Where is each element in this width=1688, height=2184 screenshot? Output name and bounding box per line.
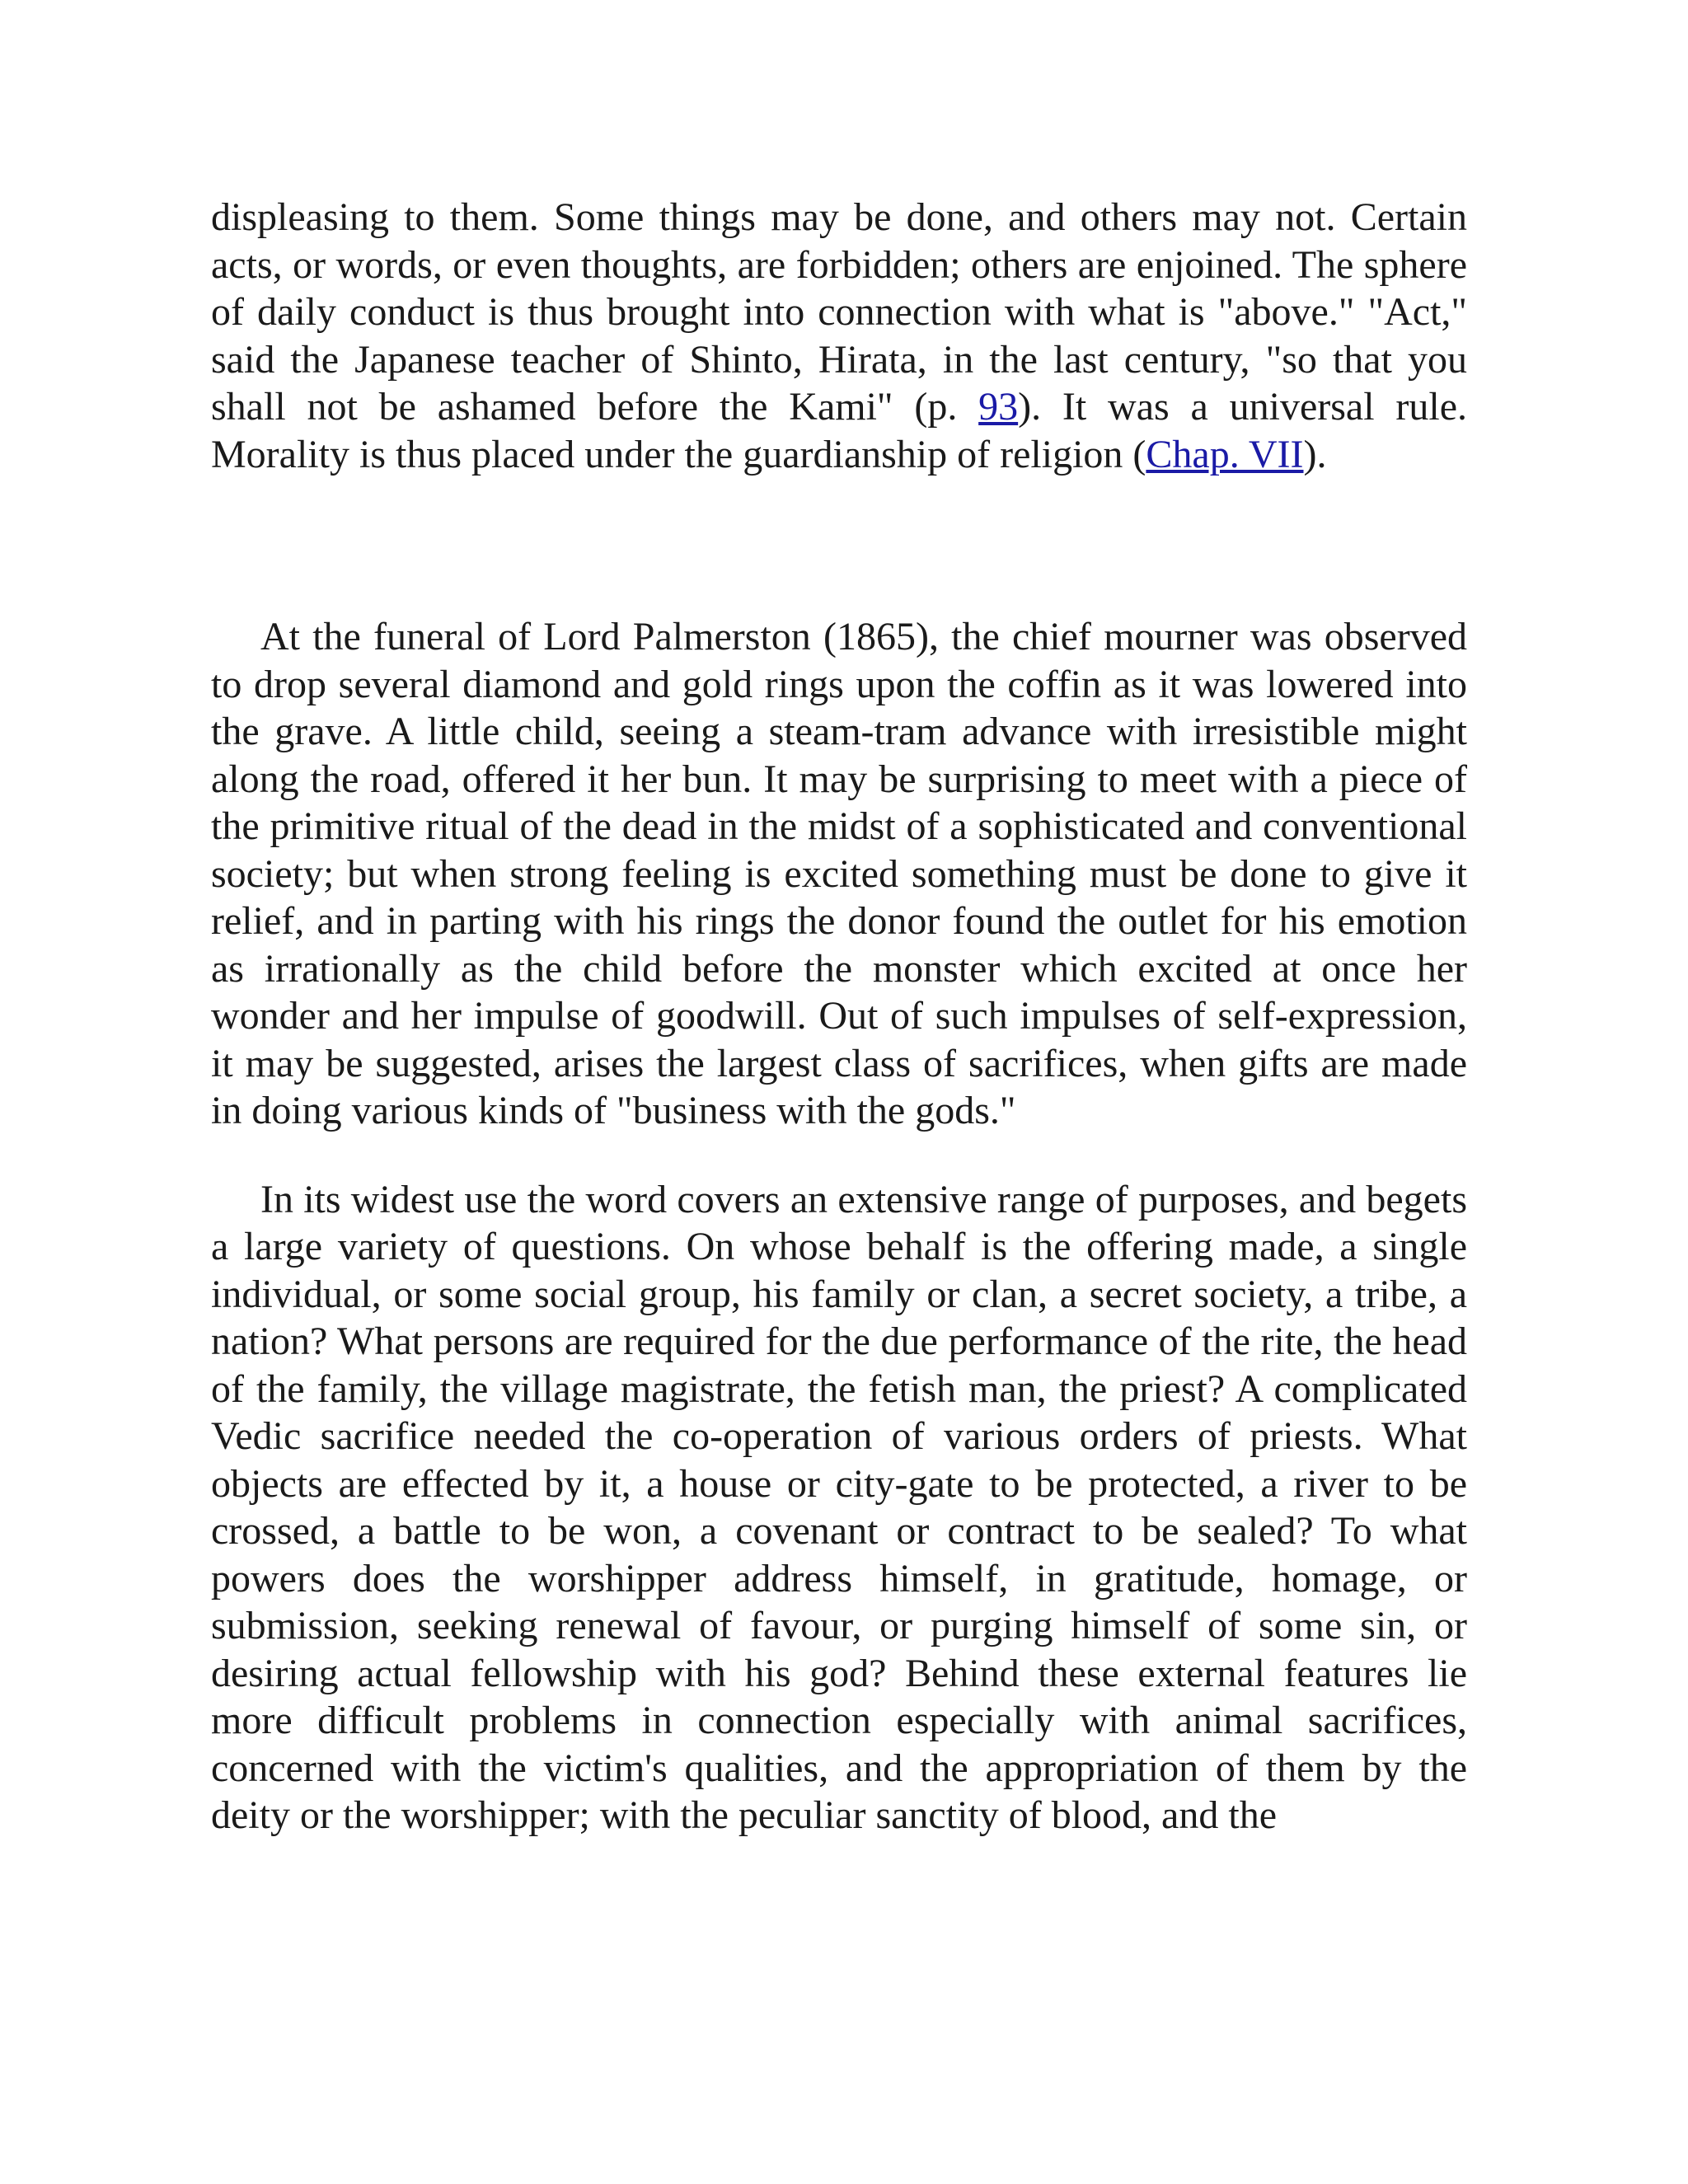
- paragraph-sacrifice-questions: In its widest use the word covers an extensive range of purposes, and begets a large variety of questions. On whose behalf is the offering made, a single individual, or some social group, his family or clan, a secret society, a tribe, a nation? What persons are required for the due performance of the rite, the head of the family, the village magistrate, the fetish man, the priest? A complicated Vedic sacrifice needed the co-operation of various orders of priests. What objects are effected by it, a house or city-gate to be protected, a river to be crossed, a battle to be won, a covenant or contract to be sealed? To what powers does the worshipper address himself, in gratitude, homage, or submission, seeking renewal of favour, or purging himself of some sin, or desiring actual fellowship with his god? Behind these external features lie more difficult problems in connection especially with animal sacrifices, concerned with the victim's qualities, and the appropriation of them by the deity or the worshipper; with the peculiar sanctity of blood, and the: [211, 1177, 1467, 1837]
- section-break: [211, 478, 1467, 613]
- paragraph-morality-text-b: ). It was a universal rule. Morality is thus placed under the guardianship of religion (: [211, 385, 1468, 476]
- paragraph-morality-text-a: displeasing to them. Some things may be done, and others may not. Certain acts, or words, or even thoughts, are forbidden; others are enjoined. The sphere of daily conduct is thus brought into connection with what is "above." "Act," said the Japanese teacher of Shinto, Hirata, in the last century, "so that you shall not be ashamed before the Kami" (p.: [211, 195, 1467, 429]
- paragraph-palmerston: At the funeral of Lord Palmerston (1865), the chief mourner was observed to drop several diamond and gold rings upon the coffin as it was lowered into the grave. A little child, seeing a steam-tram advance with irresistible might along the road, offered it her bun. It may be surprising to meet with a piece of the primitive ritual of the dead in the midst of a sophisticated and conventional society; but when strong feeling is excited something must be done to give it relief, and in parting with his rings the donor found the outlet for his emotion as irrationally as the child before the monster which excited at once her wonder and her impulse of goodwill. Out of such impulses of self-expression, it may be suggested, arises the largest class of sacrifices, when gifts are made in doing various kinds of "business with the gods.": [211, 615, 1467, 1132]
- paragraph-morality: [211, 194, 1467, 478]
- page-body: [211, 194, 1467, 1840]
- chapter-vii-link[interactable]: Chap. VII: [1146, 432, 1304, 476]
- paragraph-morality-text-c: ).: [1303, 432, 1327, 476]
- page-93-link[interactable]: 93: [978, 385, 1019, 429]
- paragraph-spacer: [211, 1135, 1467, 1176]
